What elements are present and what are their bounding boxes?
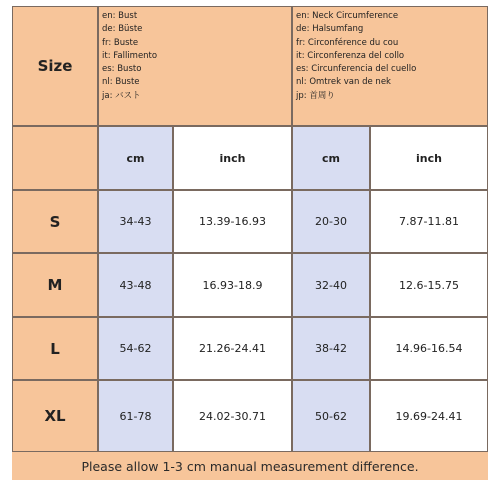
bust-inch-value: 24.02-30.71 [173,380,292,452]
bust-inch-header: inch [173,126,292,190]
bust-cm-value: 54-62 [98,317,173,380]
neck-translation-es: es: Circunferencia del cuello [296,64,417,75]
neck-translation-fr: fr: Circonférence du cou [296,37,399,48]
bust-inch-value: 16.93-18.9 [173,253,292,317]
bust-translation-it: it: Fallimento [102,50,158,61]
neck-translation-de: de: Halsumfang [296,24,364,35]
bust-cm-value: 34-43 [98,190,173,253]
size-label-s: S [12,190,98,253]
bust-translation-de: de: Büste [102,24,143,35]
neck-translation-it: it: Circonferenza del collo [296,50,405,61]
unit-row-size-cell [12,126,98,190]
bust-inch-value: 21.26-24.41 [173,317,292,380]
bust-inch-value: 13.39-16.93 [173,190,292,253]
neck-cm-value: 38-42 [292,317,370,380]
neck-cm-value: 32-40 [292,253,370,317]
bust-cm-header: cm [98,126,173,190]
neck-inch-value: 14.96-16.54 [370,317,488,380]
bust-translations [98,6,292,126]
size-label-m: M [12,253,98,317]
neck-cm-value: 20-30 [292,190,370,253]
bust-translation-fr: fr: Buste [102,37,139,48]
neck-inch-value: 19.69-24.41 [370,380,488,452]
neck-translation-jp: jp: 首周り [296,90,335,101]
neck-translations [292,6,488,126]
size-header: Size [12,6,98,126]
measurement-note: Please allow 1-3 cm manual measurement difference. [81,458,419,474]
neck-inch-value: 12.6-15.75 [370,253,488,317]
size-label-xl: XL [12,380,98,452]
bust-translation-nl: nl: Buste [102,77,140,88]
bust-translation-en: en: Bust [102,11,138,21]
bust-cm-value: 61-78 [98,380,173,452]
neck-inch-header: inch [370,126,488,190]
bust-translation-es: es: Busto [102,64,142,75]
neck-cm-header: cm [292,126,370,190]
neck-translation-en: en: Neck Circumference [296,11,399,21]
size-label-l: L [12,317,98,380]
neck-cm-value: 50-62 [292,380,370,452]
neck-translation-nl: nl: Omtrek van de nek [296,77,391,88]
neck-inch-value: 7.87-11.81 [370,190,488,253]
bust-translation-ja: ja: バスト [102,90,141,101]
bust-cm-value: 43-48 [98,253,173,317]
